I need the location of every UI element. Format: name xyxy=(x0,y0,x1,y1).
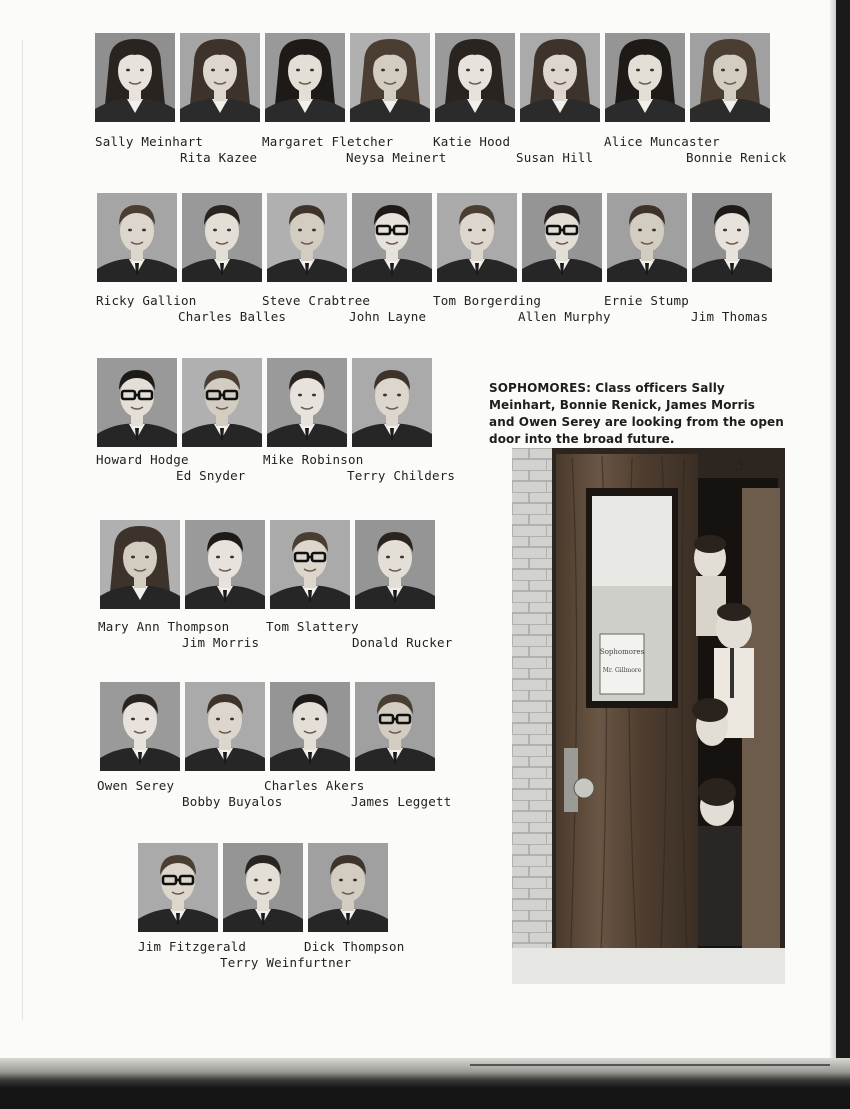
student-portrait xyxy=(522,193,602,282)
student-portrait xyxy=(270,682,350,771)
student-name: Owen Serey xyxy=(97,778,175,793)
student-portrait xyxy=(605,33,685,122)
student-portrait xyxy=(223,843,303,932)
student-name: Charles Balles xyxy=(178,309,287,324)
photo-caption xyxy=(489,380,789,448)
student-name: Donald Rucker xyxy=(352,635,453,650)
student-name: Rita Kazee xyxy=(180,150,258,165)
student-name: Tom Slattery xyxy=(266,619,359,634)
student-portrait xyxy=(100,682,180,771)
student-portrait xyxy=(435,33,515,122)
door-sign-line: Sophomores xyxy=(599,648,645,656)
student-name: Jim Morris xyxy=(182,635,260,650)
student-name: Dick Thompson xyxy=(304,939,405,954)
student-portrait xyxy=(352,193,432,282)
student-name: Jim Fitzgerald xyxy=(138,939,247,954)
student-name: Margaret Fletcher xyxy=(262,134,394,149)
student-name: Mike Robinson xyxy=(263,452,364,467)
student-portrait xyxy=(180,33,260,122)
student-portrait xyxy=(350,33,430,122)
student-portrait xyxy=(97,193,177,282)
student-portrait xyxy=(355,520,435,609)
student-name: Sally Meinhart xyxy=(95,134,204,149)
student-portrait xyxy=(95,33,175,122)
student-name: Tom Borgerding xyxy=(433,293,542,308)
door-sign-line: Mr. Gillmore xyxy=(602,667,642,674)
student-name: Jim Thomas xyxy=(691,309,769,324)
student-portrait xyxy=(182,193,262,282)
student-portrait xyxy=(138,843,218,932)
student-portrait xyxy=(308,843,388,932)
student-name: Alice Muncaster xyxy=(604,134,720,149)
student-name: Ed Snyder xyxy=(176,468,246,483)
student-portrait xyxy=(270,520,350,609)
student-name: Allen Murphy xyxy=(518,309,611,324)
student-name: John Layne xyxy=(349,309,427,324)
student-portrait xyxy=(267,193,347,282)
student-portrait xyxy=(690,33,770,122)
page-margin-line xyxy=(22,40,23,1020)
student-name: James Leggett xyxy=(351,794,452,809)
student-portrait xyxy=(520,33,600,122)
caption-line: SOPHOMORES: Class officers Sally xyxy=(489,381,725,395)
student-name: Ernie Stump xyxy=(604,293,689,308)
caption-line: door into the broad future. xyxy=(489,432,675,446)
door-photo xyxy=(512,448,785,984)
student-portrait xyxy=(182,358,262,447)
student-name: Ricky Gallion xyxy=(96,293,197,308)
book-binding-strip xyxy=(0,1058,850,1109)
student-name: Susan Hill xyxy=(516,150,594,165)
student-portrait xyxy=(265,33,345,122)
student-portrait xyxy=(185,682,265,771)
student-portrait xyxy=(97,358,177,447)
student-portrait xyxy=(267,358,347,447)
student-name: Bonnie Renick xyxy=(686,150,787,165)
student-name: Bobby Buyalos xyxy=(182,794,283,809)
binding-rule xyxy=(470,1064,830,1066)
student-name: Howard Hodge xyxy=(96,452,189,467)
student-name: Charles Akers xyxy=(264,778,365,793)
student-name: Terry Weinfurtner xyxy=(220,955,352,970)
student-portrait xyxy=(692,193,772,282)
student-name: Katie Hood xyxy=(433,134,511,149)
caption-line: Meinhart, Bonnie Renick, James Morris xyxy=(489,398,756,412)
student-portrait xyxy=(185,520,265,609)
page-edge xyxy=(830,0,836,1058)
student-name: Steve Crabtree xyxy=(262,293,371,308)
caption-line: and Owen Serey are looking from the open xyxy=(489,415,784,429)
room-number: 3 xyxy=(734,455,745,474)
student-name: Neysa Meinert xyxy=(346,150,447,165)
student-portrait xyxy=(355,682,435,771)
student-portrait xyxy=(607,193,687,282)
student-name: Terry Childers xyxy=(347,468,456,483)
student-name: Mary Ann Thompson xyxy=(98,619,230,634)
student-portrait xyxy=(437,193,517,282)
student-portrait xyxy=(352,358,432,447)
student-portrait xyxy=(100,520,180,609)
